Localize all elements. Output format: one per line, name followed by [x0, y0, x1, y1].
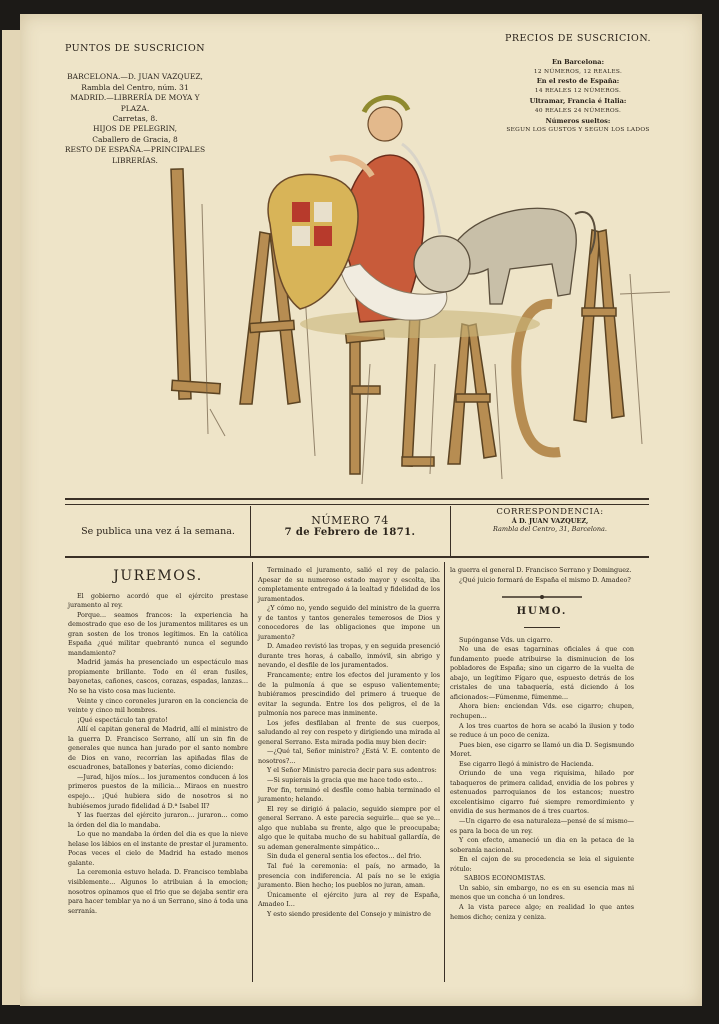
issue-number-block	[252, 514, 448, 538]
subscription-prices-title: PRECIOS DE SUSCRICION.	[504, 33, 652, 44]
column-rule	[252, 562, 253, 982]
column-3	[450, 566, 634, 922]
price-line: 14 REALES 12 NÚMEROS.	[534, 88, 622, 95]
band-bottom-rule	[65, 556, 649, 558]
paragraph: Oriundo de una vega riquísima, hilado por tabaqueros de primera calidad, envidia de los pobres y estenuados parroquianos de los estancos; nuestro excelentísimo cigarro fué siempre remordimiento y envidia de sus hermanos de á tres cuartos.	[450, 769, 634, 816]
price-heading: Números sueltos:	[545, 116, 611, 125]
paragraph: Tal fué la ceremonia: el país, no armado, la presencia con indiferencia. Al país no se le exigia juramento. Bien hecho; los pueblos no juran, aman.	[258, 861, 440, 890]
sp-line: Rambla del Centro, núm. 31	[81, 82, 189, 92]
band-divider	[250, 506, 251, 556]
issue-number: NÚMERO 74	[311, 514, 389, 527]
sp-line: Caballero de Gracia, 8	[92, 134, 178, 144]
correspondence-name: Á D. JUAN VAZQUEZ,	[511, 517, 589, 525]
paragraph: Y esto siendo presidente del Consejo y ministro de	[267, 909, 431, 918]
paragraph: —Un cigarro de esa naturaleza—pensé de sí mismo—es para la boca de un rey.	[450, 817, 634, 835]
band-top-rule	[65, 498, 649, 500]
sp-line: Carretas, 8.	[112, 114, 158, 124]
paragraph: Sin duda el general sentia los efectos... del frio.	[267, 852, 422, 861]
periodicity-text: Se publica una vez á la semana.	[81, 526, 235, 537]
paragraph: Porque... seamos francos: la experiencia ha demostrado que eso de los juramentos militares es un gran sosten de los tronos legítimos. En la católica España ¿qué militar quebrantó nunca el segundo mandamiento?	[68, 610, 248, 657]
paragraph: Pues bien, ese cigarro se llamó un dia D. Segismundo Moret.	[450, 740, 634, 759]
column-rule	[444, 562, 445, 982]
paragraph: La ceremonia estuvo helada. D. Francisco temblaba visiblemente... Algunos lo atribuian á la emocion; nosotros opinamos que el frio que se dejaba sentir era para hacer temblar ya no á un Serrano, sino á toda una serranía.	[68, 868, 248, 915]
paragraph: Veinte y cinco coroneles juraron en la conciencia de veinte y cinco mil hombres.	[68, 696, 248, 715]
paragraph: Terminado el juramento, salió el rey de palacio. Apesar de su numeroso estado mayor y escolta, iba completamente entregado á la lealtad y fidelidad de los juramentados.	[258, 566, 440, 603]
band-divider	[450, 506, 451, 556]
subscription-points-title: PUNTOS DE SUSCRICION	[64, 43, 206, 54]
paragraph: —¿Qué tal, Señor ministro? ¿Está V. E. contento de nosotros?...	[258, 747, 440, 765]
paragraph: Y el Señor Ministro parecia decir para sus adentros:	[267, 766, 437, 775]
paragraph: A los tres cuartos de hora se acabó la ilusion y todo se reduce á un poco de ceniza.	[450, 721, 634, 740]
article-juremos-col2	[258, 566, 440, 919]
paragraph: ¿Y cómo no, yendo seguido del ministro de la guerra y de tantos y tantos generales temerosos de Dios y conocedores de las obligaciones que impone un juramento?	[258, 604, 440, 641]
sp-line: BARCELONA.—D. JUAN VAZQUEZ,	[67, 72, 203, 82]
paragraph: Un sabio, sin embargo, no es en su esencia mas ni menos que un concha ó un londres.	[450, 883, 634, 902]
paragraph: Allí el capitan general de Madrid, allí el ministro de la guerra D. Francisco Serrano, allí un sin fin de generales que nunca han jurado por el santo nombre de Dios en vano, recorrían las apiñadas filas de escuadrones, batallones y baterías, como diciendo:	[68, 725, 248, 772]
sp-line: MADRID.—LIBRERÍA DE MOYA Y PLAZA.	[70, 93, 200, 113]
paragraph: Supónganse Vds. un cigarro.	[459, 635, 553, 644]
correspondence-block	[452, 507, 648, 533]
paragraph: Los jefes desfilaban al frente de sus cuerpos, saludando al rey con respeto y dirigiendo una mirada al general Serrano. Esta mirada podia muy bien decir:	[258, 718, 440, 746]
masthead-illustration	[150, 64, 670, 484]
article-juremos-col1	[68, 568, 248, 916]
paragraph: Por fin, terminó el desfile como habia terminado el juramento; helando.	[258, 785, 440, 804]
price-heading: En Barcelona:	[551, 57, 605, 66]
article-title-juremos: JUREMOS.	[113, 568, 203, 584]
paragraph: ¿Qué juicio formará de España el mismo D. Amadeo?	[459, 575, 631, 584]
sp-line: HIJOS DE PELEGRIN,	[92, 124, 178, 134]
paragraph: El gobierno acordó que el ejército prestase juramento al rey.	[68, 591, 248, 610]
price-line: 12 NÚMEROS, 12 REALES.	[533, 68, 623, 75]
paragraph: —Jurad, hijos míos... los juramentos conducen á los primeros puestos de la milicia... Miraos en nuestro espejo... ¡Qué hubiera sido de nosotros si no hubiésemos jurado fidelidad á D.ª Isabel II?	[68, 772, 248, 810]
paragraph: El rey se dirigió á palacio, seguido siempre por el general Serrano. A este parecia seguirle... que se ye... algo que nublaba su frente, algo que le preocupaba; algo que le quitaba mucho de su habitual gallardía, de su ademan generalmente simpático...	[258, 804, 440, 851]
paragraph: la guerra el general D. Francisco Serrano y Dominguez.	[450, 566, 632, 574]
paragraph: Madrid jamás ha presenciado un espectáculo mas propiamente brillante. Todo en él eran fusiles, bayonetas, cañones, cascos, corazas, espadas, lanzas... No se ha visto cosa mas luciente.	[68, 658, 248, 696]
paragraph: A la vista parece algo; en realidad lo que antes hemos dicho; ceniza y ceniza.	[450, 902, 634, 921]
price-line: SEGUN LOS GUSTOS Y SEGUN LOS LADOS	[506, 127, 650, 134]
paragraph: Y las fuerzas del ejército juraron... juraron... como la órden del dia lo mandaba.	[68, 811, 248, 829]
paragraph: Únicamente el ejército jura al rey de España, Amadeo I...	[258, 890, 440, 909]
paragraph: D. Amadeo revistó las tropas, y en seguida presenció durante tres horas, á caballo, inmóvil, sin abrigo y nevando, el desfile de los juramentados.	[258, 642, 440, 670]
paragraph: ¡Qué espectáculo tan grato!	[77, 715, 168, 724]
paragraph: Lo que no mandaba la órden del dia es que la nieve helase los lábios en el instante de prestar el juramento. Pocas veces el cielo de Madrid ha estado menos galante.	[68, 830, 248, 867]
sp-line: RESTO DE ESPAÑA.—PRINCIPALES	[64, 145, 206, 155]
price-line: 40 REALES 24 NÚMEROS.	[534, 107, 622, 114]
price-heading: En el resto de España:	[536, 77, 620, 86]
paragraph: Y con efecto, amaneció un dia en la petaca de la soberanía nacional.	[450, 836, 634, 854]
sp-line: LIBRERÍAS.	[112, 155, 158, 165]
article-title-humo: HUMO.	[516, 606, 568, 618]
band-top-rule-thin	[65, 504, 649, 505]
paragraph: Francamente; entre los efectos del juramento y los de la pulmonía á que se espuso valientemente; hubiéramos prescindido del primero á trueque de evitar la segunda. Entre los dos peligros, el de la pulmonía nos parece mas inminente.	[258, 671, 440, 718]
paragraph: En el cajon de su procedencia se leia el siguiente rótulo:	[450, 855, 634, 873]
price-heading: Ultramar, Francia é Italia:	[529, 96, 627, 105]
issue-date: 7 de Febrero de 1871.	[284, 527, 416, 538]
paragraph: No una de esas tagarninas oficiales á que con fundamento puede atribuirse la disminucion de los pobladores de España; sino un cigarro de la vuelta de abajo, un legítimo Fígaro que, espuesto detrás de los cristales de una tabaquería, está diciendo á los aficionados:—Fúmenme, fúmenme...	[450, 645, 634, 701]
paragraph: Ese cigarro llegó á ministro de Hacienda.	[459, 759, 594, 768]
newspaper-page	[20, 14, 702, 1006]
correspondence-address: Rambla del Centro, 31, Barcelona.	[493, 525, 607, 533]
ornament-divider	[502, 593, 582, 601]
ornament-divider	[524, 625, 560, 630]
paragraph: —Si supierais la gracia que me hace todo esto...	[267, 776, 423, 785]
paragraph: Ahora bien: enciendan Vds. ese cigarro; chupen, rechupen...	[450, 702, 634, 721]
lion	[414, 208, 595, 304]
correspondence-title: CORRESPONDENCIA:	[496, 507, 604, 517]
paragraph: SABIOS ECONOMISTAS.	[464, 874, 546, 883]
